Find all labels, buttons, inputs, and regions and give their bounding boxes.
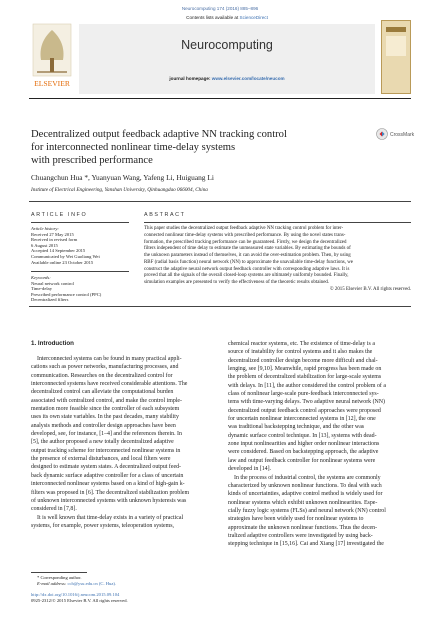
body-line: law and output feedback controller for nonlinear systems were [228, 457, 376, 464]
body-line: the presence of external disturbances, and local filters were [31, 456, 171, 463]
crossmark-label: CrossMark [390, 132, 415, 138]
body-line: the problem of decentralized stabilization for large-scale systems [228, 374, 382, 381]
keyword: Decentralized filters [31, 297, 69, 303]
journal-masthead [29, 14, 411, 94]
abstract-line: RBF (radial basis function) neural network (NN) to approximate the unavailable time-delay functions, we [144, 259, 353, 265]
body-line: for uncertain nonlinear interconnected systems in [12], the one [228, 416, 376, 423]
journal-cover-thumbnail [381, 20, 411, 94]
abstract-line: proved that all the signals of the overall closed-loop systems are ultimately uniformly bounded. Finally, [144, 273, 349, 279]
abstract-text [144, 226, 411, 294]
title-line: with prescribed performance [31, 155, 153, 167]
intro-heading: 1. Introduction [31, 340, 74, 347]
email-label: E-mail address: [37, 580, 68, 586]
body-line: source of instability for control systems and it also makes the [228, 349, 373, 356]
abstract-line: connected nonlinear time-delay systems with prescribed performance. By using the novel states trans- [144, 232, 346, 238]
history-entry: Communicated by Wei Guoliang Wei [31, 253, 100, 259]
article-info-heading: ARTICLE INFO [31, 212, 88, 218]
journal-homepage-line [79, 76, 375, 82]
doi-link[interactable]: http://dx.doi.org/10.1016/j.neucom.2015.09.104 [31, 592, 120, 598]
abstract-heading: ABSTRACT [144, 212, 186, 218]
running-header: Neurocomputing 174 (2016) 885–896 [181, 6, 259, 11]
body-line: class of nonlinear large-scale pure-feedback interconnected sys- [228, 391, 379, 398]
body-line: associated with centralized control, and make the control imple- [31, 397, 182, 404]
keyword: Prescribed performance control (PPC) [31, 291, 102, 297]
body-line: approximate the unknown nonlinear functions. Thus the decen- [228, 524, 378, 531]
body-line: was traditional backstepping technique, and the other was [228, 424, 365, 431]
body-line: uses its own state variables. In the past decades, many stability [31, 414, 179, 421]
article-title [31, 128, 361, 168]
crossmark-badge[interactable] [376, 127, 416, 146]
body-line: Interconnected systems can be found in many practical appli- [37, 356, 182, 362]
body-line: considered in [7,8]. [31, 506, 77, 513]
title-line: Decentralized output feedback adaptive NN tracking control [31, 129, 287, 140]
history-label: Article history: [31, 226, 59, 231]
abstract-rule [144, 222, 411, 223]
body-line: were considered. Based on backstepping approach, the adaptive [228, 449, 379, 456]
corresponding-author-note: * Corresponding author. [37, 575, 82, 580]
body-line: tralized adaptive controllers were investigated by using back- [228, 532, 373, 539]
body-line: systems, for example, power systems, teleoperation systems, [31, 522, 174, 529]
body-line: kinds of uncertainties, adaptive control method is widely used for [228, 491, 383, 498]
keyword: Neural network control [31, 280, 74, 286]
body-line: decentralized controller design become more difficult and chal- [228, 357, 378, 364]
keywords-rule [31, 271, 129, 272]
abstract-line: construct the adaptive neural network output feedback controller with corresponding adaptive laws. It is [144, 266, 350, 272]
body-line: decentralized output feedback control approaches were proposed [228, 407, 381, 414]
keywords-block [31, 275, 135, 303]
homepage-link[interactable]: www.elsevier.com/locate/neucom [211, 76, 285, 81]
journal-name: Neurocomputing [181, 38, 273, 52]
affiliation: Institute of Electrical Engineering, Yanshan University, Qinhuangdao 066004, China [31, 187, 208, 193]
history-entry: Available online 23 October 2015 [31, 259, 94, 265]
abstract-line: simulation examples are presented to verify the effectiveness of the theoretic results obtained. [144, 280, 330, 285]
abstract-end-rule [29, 306, 411, 307]
keywords-label: Keywords: [31, 275, 51, 280]
body-line: communication. Researches on the decentralized control for [31, 372, 173, 379]
article-info-rule [31, 222, 129, 223]
body-line: filters was proposed in [6]. The decentralized stabilization problem [31, 489, 190, 496]
body-line: [5], the author proposed a new totally decentralized adaptive [31, 439, 174, 446]
body-line: output tracking scheme for interconnected nonlinear systems in [31, 447, 181, 454]
title-rule [29, 201, 411, 202]
author-list: Chuangchun Hua *, Yuanyuan Wang, Yafeng Li, Huiguang Li [31, 173, 214, 182]
abstract-line: the unknown parameters instead of themselves, it can avoid the over-estimation problem. Then, by using [144, 253, 351, 258]
elsevier-logo [29, 20, 75, 94]
history-entry: Received 27 May 2015 [31, 231, 74, 237]
body-line: It is well known that time-delay exists in a variety of practical [37, 514, 184, 521]
issn-line: 0925-2312/© 2015 Elsevier B.V. All rights reserved. [31, 597, 128, 603]
title-line: for interconnected nonlinear time-delay systems [31, 142, 236, 154]
body-line: back dynamic surface adaptive controller for a class of uncertain [31, 472, 184, 479]
abstract-copyright: © 2015 Elsevier B.V. All rights reserved. [329, 286, 411, 292]
history-entry: Received in revised form [31, 237, 78, 243]
elsevier-wordmark: ELSEVIER [34, 79, 70, 88]
body-line: designed to estimate system states. A decentralized output feed- [31, 464, 182, 471]
body-line: decentralized control can alleviate the computational burden [31, 389, 174, 396]
contents-prefix: Contents lists available at [186, 15, 240, 20]
body-line: interconnected systems have received considerable attentions. The [31, 381, 188, 388]
intro-left-column [31, 355, 215, 530]
homepage-prefix: journal homepage: [169, 76, 212, 81]
body-line: analysis methods and controller design approaches have been [31, 422, 176, 429]
sciencedirect-link[interactable]: ScienceDirect [239, 15, 268, 20]
article-history [31, 226, 131, 265]
body-line: of unknown interconnected systems with unknown hysteresis was [31, 497, 187, 504]
history-entry: Accepted 14 September 2015 [31, 248, 86, 254]
body-line: interconnected nonlinear systems based on a kind of high-gain k- [31, 481, 185, 488]
footnote-block [31, 575, 215, 603]
body-line: cially fuzzy logic systems (FLSs) and neural network (NN) control [228, 507, 386, 514]
body-line: characterized by unknown nonlinear functions. To deal with such [228, 482, 382, 489]
crossmark-icon [376, 127, 416, 141]
keyword: Time-delay [31, 286, 53, 292]
body-line: tems with time-varying delays. Two adaptive neural network (NN) [228, 399, 386, 406]
body-line: zone input nonlinearities and higher order nonlinear interactions [228, 441, 380, 448]
footnote-rule [31, 572, 87, 573]
email-link[interactable]: cch@ysu.edu.cn (C. Hua). [67, 580, 117, 586]
body-line: mentation more feasible since the controller of each subsystem [31, 406, 180, 413]
masthead-rule [29, 98, 411, 99]
body-line: developed, see, for instance, [1–4] and the references therein. In [31, 431, 182, 438]
body-line: strategies have been widely used for nonlinear systems to [228, 516, 364, 523]
body-line: lenging, see [9,10]. Meanwhile, rapid progress has been made on [228, 366, 382, 373]
body-line: developed in [14]. [228, 466, 272, 473]
body-line: cations such as power networks, manufacturing processes, and [31, 364, 179, 371]
body-line: dynamic surface control technique. In [13], systems with dead- [228, 432, 377, 439]
intro-right-column [228, 340, 412, 549]
abstract-line: filters independent of time delay to estimate the unmeasured state variables. By estimating the bounds of [144, 246, 351, 252]
body-line: stepping technique in [15,16]. Cai and Xiang [17] investigated the [228, 541, 384, 548]
abstract-line: formation, the prescribed tracking performance can be guaranteed. Firstly, we design the decentralized [144, 239, 347, 245]
body-line: with delays. In [11], the author considered the control problem of a [228, 382, 386, 389]
body-line: In the process of industrial control, the systems are commonly [234, 474, 381, 481]
body-line: nonlinear systems which exhibit unknown nonlinearities. Espe- [228, 499, 378, 506]
journal-banner [79, 24, 375, 94]
abstract-line: This paper studies the decentralized output feedback adaptive NN tracking control problem for inter- [144, 226, 344, 231]
history-entry: 6 August 2015 [31, 242, 58, 248]
contents-line [79, 15, 375, 21]
body-line: chemical reactor systems, etc. The existence of time-delay is a [228, 341, 375, 347]
